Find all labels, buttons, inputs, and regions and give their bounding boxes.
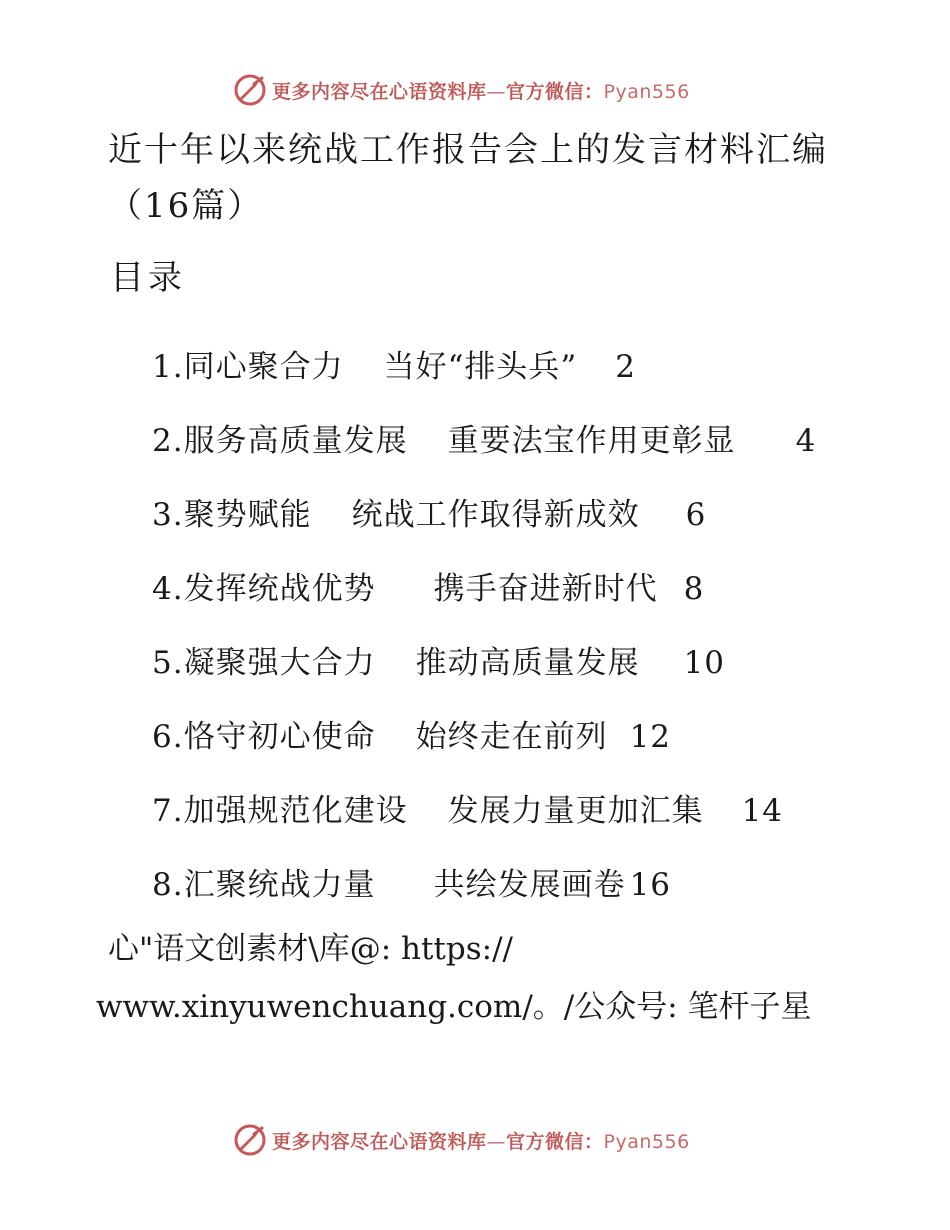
toc-item-title-a: 汇聚统战力量 [183,867,376,903]
header-banner [232,70,690,110]
toc-item-title-b: 发展力量更加汇集 [447,793,704,829]
toc-item-title-a: 聚势赋能 [183,497,312,533]
toc-item-title-a: 同心聚合力 [183,349,344,385]
toc-item-title-a: 加强规范化建设 [183,793,408,829]
toc-item-number: 2. [152,423,184,459]
toc-item-title-b: 共绘发展画卷 [433,867,626,903]
footer-banner [232,1120,690,1160]
toc-item-title-b: 推动高质量发展 [415,645,640,681]
toc-item-title-a: 凝聚强大合力 [183,645,376,681]
toc-item-title-a: 恪守初心使命 [183,719,376,755]
toc-item-title-b: 始终走在前列 [415,719,608,755]
source-note [96,920,812,1036]
toc-item-number: 6. [152,719,184,755]
toc-item-number: 1. [152,349,184,385]
document-title [108,122,828,234]
toc-item-title-b: 携手奋进新时代 [433,571,658,607]
source-note-line-2: www.xinyuwenchuang.com/。/公众号: 笔杆子星 [96,989,812,1025]
toc-item[interactable] [152,478,816,552]
toc-item-page: 4 [795,423,817,459]
title-line-2: （16篇） [108,186,264,226]
toc-item-page: 12 [629,719,672,755]
toc-item[interactable] [152,404,816,478]
toc-item-title-b: 当好“排头兵” [383,349,578,385]
toc-item-number: 3. [152,497,184,533]
toc-item-number: 7. [152,793,184,829]
toc-item[interactable] [152,626,816,700]
logo-icon [232,72,268,108]
toc-item-page: 2 [615,349,637,385]
toc-item-page: 10 [683,645,726,681]
banner-text: 更多内容尽在心语资料库—官方微信：Pyan556 [272,1130,690,1153]
toc-heading: 目录 [110,258,186,298]
toc-item[interactable] [152,700,816,774]
title-line-1: 近十年以来统战工作报告会上的发言材料汇编 [108,130,828,170]
toc-item[interactable] [152,552,816,626]
source-note-line-1: 心"语文创素材\库@: https:// [108,931,513,967]
toc-item-page: 6 [685,497,707,533]
toc-item-title-a: 发挥统战优势 [183,571,376,607]
toc-item[interactable] [152,330,816,404]
toc-item-page: 14 [741,793,784,829]
banner-text: 更多内容尽在心语资料库—官方微信：Pyan556 [272,80,690,103]
toc-item-page: 8 [683,571,705,607]
toc-item[interactable] [152,848,816,922]
toc-item-title-a: 服务高质量发展 [183,423,408,459]
toc-item-number: 4. [152,571,184,607]
toc-item[interactable] [152,774,816,848]
toc-item-number: 8. [152,867,184,903]
toc-item-title-b: 重要法宝作用更彰显 [447,423,736,459]
logo-icon [232,1122,268,1158]
table-of-contents [152,330,816,922]
toc-item-title-b: 统战工作取得新成效 [351,497,640,533]
toc-item-number: 5. [152,645,184,681]
toc-item-page: 16 [629,867,672,903]
